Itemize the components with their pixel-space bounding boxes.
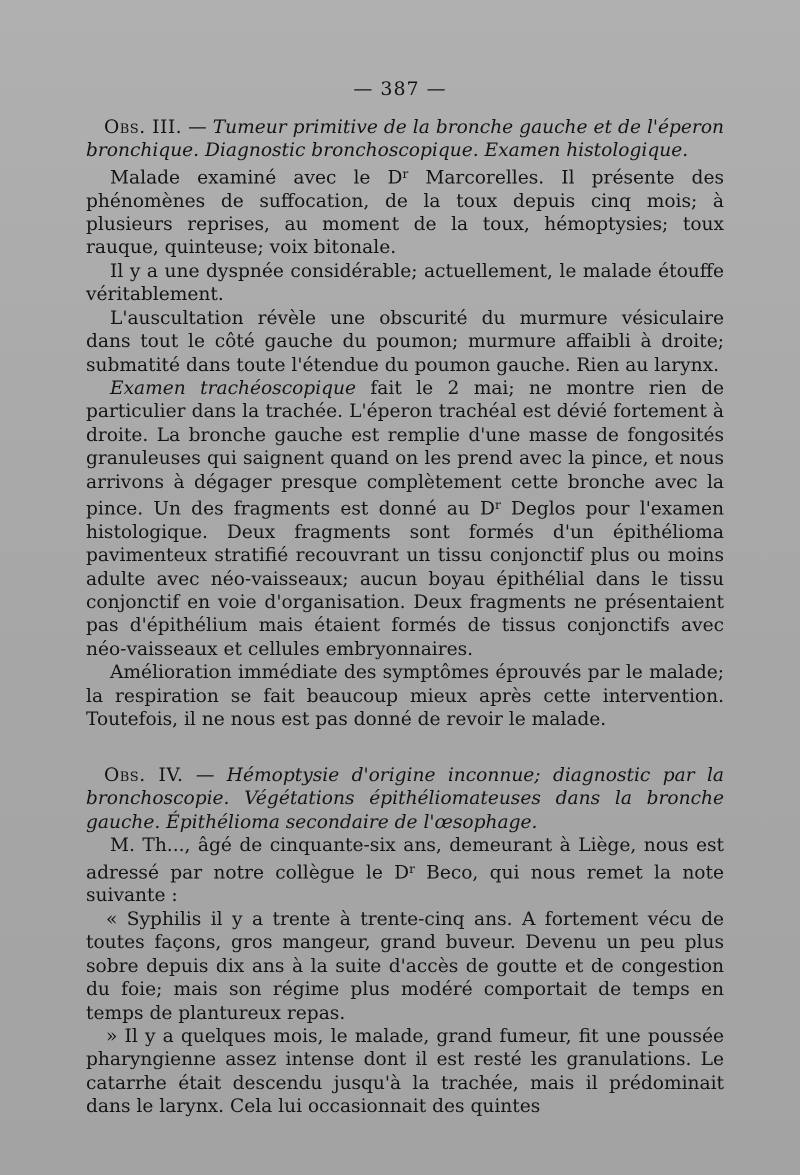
obs3-p1-text-a: Malade examiné avec le D <box>110 167 403 189</box>
obs3-label: Obs. III. <box>104 117 183 138</box>
obs3-paragraph-3: L'auscultation révèle une obscurité du murmure vésiculaire dans tout le côté gauche du poumon; murmure affaibli à droite; submatité dans toute l'étendue du poumon gauche. Rien au larynx. <box>86 307 724 376</box>
obs3-paragraph-4 <box>86 377 724 661</box>
observation-4 <box>86 764 724 1119</box>
obs3-p4-italic: Examen trachéoscopique <box>110 377 357 399</box>
obs4-quote-1: « Syphilis il y a trente à trente-cinq ans. A fortement vécu de toutes façons, gros mangeur, grand buveur. Devenu un peu plus sobre depuis dix ans à la suite d'accès de goutte et de congestion du foie; mais son régime plus modéré comportait de temps en temps de plantureux repas. <box>86 908 724 1024</box>
obs4-quote-2: » Il y a quelques mois, le malade, grand fumeur, fit une poussée pharyngienne assez intense dont il est resté les granulations. Le catarrhe était descendu jusqu'à la trachée, mais il prédominait dans le larynx. Cela lui occasionnait des quintes <box>86 1025 724 1118</box>
obs4-paragraph-1 <box>86 834 724 908</box>
obs4-dash: — <box>183 765 227 786</box>
obs4-p1-superscript: r <box>409 861 415 876</box>
obs3-paragraph-1 <box>86 163 724 260</box>
obs3-p4-text-b: Deglos pour l'examen histologique. Deux fragments sont formés d'un épithélioma pavimenteux stratifié recouvrant un tissu conjonctif plus ou moins adulte avec néo-vaisseaux; aucun boyau épithélial dans le tissu conjonctif en voie d'organisation. Deux fragments ne présentaient pas d'épithélium mais étaient formés de tissus conjonctifs avec néo-vaisseaux et cellules embryonnaires. <box>86 498 724 660</box>
obs3-title: Tumeur primitive de la bronche gauche et de l'éperon bronchique. Diagnostic bronchoscopique. Examen histologique. <box>86 117 724 162</box>
obs3-heading <box>86 116 724 163</box>
obs4-p1-text-b: Beco, qui nous remet la note suivante : <box>86 862 724 907</box>
obs3-p1-text-b: Marcorelles. Il présente des phénomènes de suffocation, de la toux depuis cinq mois; à plusieurs reprises, au moment de la toux, hémoptysies; toux rauque, quinteuse; voix bitonale. <box>86 167 724 259</box>
obs4-title: Hémoptysie d'origine inconnue; diagnostic par la bronchoscopie. Végétations épithéliomateuses dans la bronche gauche. Épithélioma secondaire de l'œsophage. <box>86 765 724 833</box>
obs4-p1-text-a: M. Th..., âgé de cinquante-six ans, demeurant à Liège, nous est adressé par notre collègue le D <box>86 835 724 884</box>
obs3-paragraph-2: Il y a une dyspnée considérable; actuellement, le malade étouffe véritablement. <box>86 260 724 306</box>
page-number: — 387 — <box>353 78 447 100</box>
obs4-heading <box>86 764 724 834</box>
obs3-p4-superscript: r <box>494 497 501 512</box>
obs4-label: Obs. IV. <box>104 765 184 786</box>
obs3-dash: — <box>182 117 213 138</box>
obs3-paragraph-5: Amélioration immédiate des symptômes éprouvés par le malade; la respiration se fait beaucoup mieux après cette intervention. Toutefois, il ne nous est pas donné de revoir le malade. <box>86 662 724 731</box>
obs3-p4-text-a: fait le 2 mai; ne montre rien de particulier dans la trachée. L'éperon trachéal est dévié fortement à droite. La bronche gauche est remplie d'une masse de fongosités granuleuses qui saignent quand on les prend avec la pince, et nous arrivons à dégager presque complètement cette bronche avec la pince. Un des fragments est donné au D <box>86 377 724 520</box>
observation-3 <box>86 116 724 731</box>
obs3-p1-superscript: r <box>402 166 409 181</box>
